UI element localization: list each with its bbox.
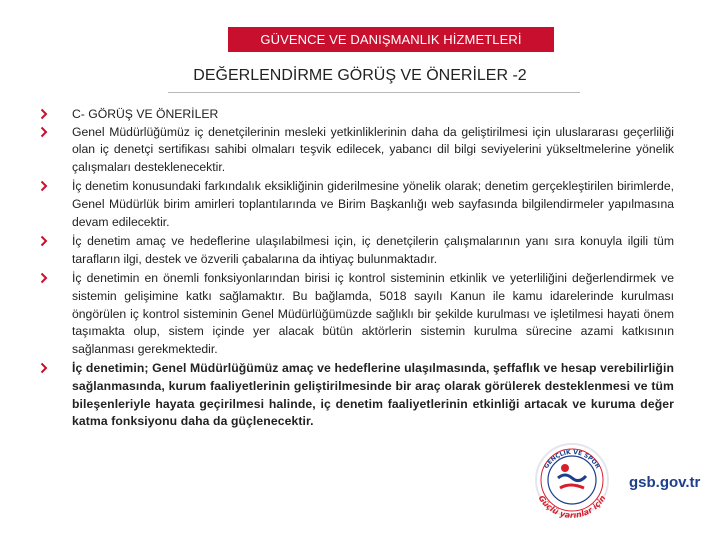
ministry-seal-logo [522, 432, 622, 532]
bullet-item [40, 270, 674, 358]
bullet-list [40, 106, 674, 431]
chevron-right-icon [40, 180, 48, 192]
bullet-item [40, 233, 674, 268]
bullet-item [40, 360, 674, 430]
chevron-right-icon [40, 362, 48, 374]
bullet-text: İç denetimin; Genel Müdürlüğümüz amaç ve hedeflerine ulaşılmasında, şeffaflık ve hesap verebilirliğin sağlanmasında, kurum faaliyetlerinin geliştirilmesinde bir araç olarak görülerek desteklenmesi ve tüm bileşenleriyle hayata geçirilmesi halinde, iç denetim faaliyetlerinin etkinliği artacak ve kuruma değer katma fonksiyonu daha da güçlenecektir. [72, 361, 674, 429]
chevron-right-icon [40, 126, 48, 138]
bullet-text: İç denetim konusundaki farkındalık eksikliğinin giderilmesine yönelik olarak; denetim gerçekleştirilen birimlerde, Genel Müdürlük birim amirleri toplantılarında ve Birim Başkanlığı web sayfasında bilgilendirmeler yapılmasına devam edilecektir. [72, 179, 674, 229]
svg-text:Güçlü yarınlar için: Güçlü yarınlar için [536, 493, 608, 520]
bullet-text: İç denetimin en önemli fonksiyonlarından birisi iç kontrol sisteminin etkinlik ve yeterliliğini değerlendirmek ve sistemin gelişimine katkı sağlamaktır. Bu bağlamda, 5018 sayılı Kanun ile kamu idarelerinde kurulması öngörülen iç kontrol sisteminin Genel Müdürlüğümüzde sağlıklı bir şekilde kurulması ve işletilmesi hayati önem taşımakta olup, sistem içinde yer alacak bütün aktörlerin sistemin kurulma sürecine azami katkısının sağlanması gerekmektedir. [72, 271, 674, 356]
site-logo-text: gsb.gov.tr [629, 474, 701, 491]
chevron-right-icon [40, 235, 48, 247]
bullet-item [40, 178, 674, 231]
header-banner [228, 27, 554, 52]
header-title: GÜVENCE VE DANIŞMANLIK HİZMETLERİ [260, 32, 522, 47]
bullet-text: C- GÖRÜŞ VE ÖNERİLER [72, 107, 219, 121]
bullet-item [40, 124, 674, 177]
bullet-text: İç denetim amaç ve hedeflerine ulaşılabilmesi için, iç denetçilerin çalışmalarının yanı sıra konuyla ilgili tüm tarafların ilgi, destek ve özverili çabalarına da ihtiyaç bulunmaktadır. [72, 234, 674, 266]
bullet-text: Genel Müdürlüğümüz iç denetçilerinin mesleki yetkinliklerinin daha da geliştirilmesi için uluslararası geçerliliği olan iç denetçi sertifikası sahibi olmaları teşvik edilecek, yabancı dil bilgi seviyelerini yükseltmelerine yönelik çalışmaları desteklenecektir. [72, 124, 674, 174]
slide-title: DEĞERLENDİRME GÖRÜŞ VE ÖNERİLER -2 [193, 67, 527, 84]
svg-text:GENÇLİK VE SPOR: GENÇLİK VE SPOR [542, 448, 602, 470]
bullet-item [40, 106, 674, 124]
chevron-right-icon [40, 108, 48, 120]
title-divider [168, 92, 580, 93]
chevron-right-icon [40, 272, 48, 284]
